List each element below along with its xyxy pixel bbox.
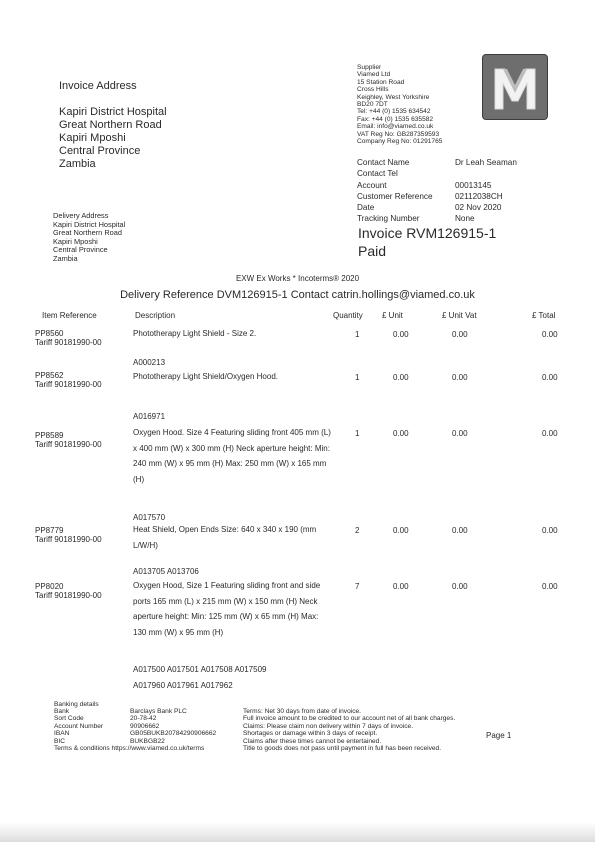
contact-value: 00013145 bbox=[455, 180, 492, 190]
item-quantity: 1 bbox=[355, 373, 360, 382]
terms-line: Terms: Net 30 days from date of invoice. bbox=[243, 708, 362, 715]
item-tariff: Tariff 90181990-00 bbox=[35, 439, 102, 449]
item-unit: 0.00 bbox=[393, 373, 409, 382]
supplier-line: VAT Reg No: GB287359593 bbox=[357, 130, 440, 138]
item-description: Oxygen Hood, Size 1 Featuring sliding front and side ports 165 mm (L) x 215 mm (W) x 150 mm (H) Neck aperture height: Min: 125 mm (W) x 65 mm (H) Max: 130 mm (W) x 95 mm (H) bbox=[133, 581, 321, 637]
item-quantity: 7 bbox=[355, 582, 360, 591]
banking-value: GB05BUKB20784290906662 bbox=[130, 730, 217, 738]
header-unit: £ Unit bbox=[382, 311, 403, 320]
item-serials: A016971 bbox=[133, 412, 166, 421]
invoice-address-line: Central Province bbox=[59, 145, 141, 157]
item-serials: A013705 A013706 bbox=[133, 567, 199, 576]
item-serials: A000213 bbox=[133, 358, 166, 367]
delivery-address-line: Zambia bbox=[53, 253, 78, 263]
header-total: £ Total bbox=[532, 311, 556, 320]
supplier-line: Fax: +44 (0) 1535 635582 bbox=[357, 115, 434, 123]
contact-value: Dr Leah Seaman bbox=[455, 158, 517, 167]
terms-link[interactable]: Terms & conditions https://www.viamed.co.uk/terms bbox=[54, 745, 205, 753]
item-unit-vat: 0.00 bbox=[452, 582, 468, 591]
terms-line: Full invoice amount to be credited to our account net of all bank charges. bbox=[243, 715, 456, 723]
invoice-address-title: Invoice Address bbox=[59, 80, 137, 92]
contact-row bbox=[357, 202, 517, 213]
item-total: 0.00 bbox=[542, 429, 558, 438]
contact-label: Tracking Number bbox=[357, 214, 420, 224]
page-bottom-shadow bbox=[0, 822, 595, 842]
delivery-address-line: Delivery Address bbox=[53, 211, 109, 220]
item-total: 0.00 bbox=[542, 582, 558, 591]
item-description: Phototherapy Light Shield - Size 2. bbox=[133, 329, 257, 338]
item-unit: 0.00 bbox=[393, 526, 409, 535]
item-serials: A017500 A017501 A017508 A017509 A017960 A017961 A017962 bbox=[133, 665, 267, 690]
item-total: 0.00 bbox=[542, 526, 558, 535]
header-quantity: Quantity bbox=[333, 311, 363, 320]
contact-label: Date bbox=[357, 203, 375, 213]
contact-row bbox=[357, 213, 517, 224]
delivery-address bbox=[53, 212, 125, 263]
header-description: Description bbox=[135, 311, 176, 320]
contact-label: Account bbox=[357, 180, 387, 190]
item-description: Phototherapy Light Shield/Oxygen Hood. bbox=[133, 372, 278, 381]
item-serials: A017570 bbox=[133, 513, 166, 522]
item-unit-vat: 0.00 bbox=[452, 373, 468, 382]
terms-line: Title to goods does not pass until payment in full has been received. bbox=[243, 745, 442, 753]
supplier-line: 15 Station Road bbox=[357, 78, 405, 86]
payment-terms bbox=[243, 708, 455, 752]
header-unit-vat: £ Unit Vat bbox=[442, 311, 477, 320]
item-tariff: Tariff 90181990-00 bbox=[35, 590, 102, 600]
banking-label: Sort Code bbox=[54, 715, 84, 723]
item-unit: 0.00 bbox=[393, 330, 409, 339]
supplier-line: Cross Hills bbox=[357, 86, 389, 94]
contact-value: 02112038CH bbox=[455, 191, 503, 201]
viamed-logo-icon bbox=[482, 54, 548, 120]
item-quantity: 1 bbox=[355, 429, 360, 438]
banking-value: 90906662 bbox=[130, 722, 160, 730]
item-unit: 0.00 bbox=[393, 429, 409, 438]
table-row-ref bbox=[35, 330, 102, 347]
delivery-reference: Delivery Reference DVM126915-1 Contact catrin.hollings@viamed.co.uk bbox=[120, 289, 475, 301]
item-description: Oxygen Hood. Size 4 Featuring sliding front 405 mm (L) x 400 mm (W) x 300 mm (H) Neck aperture height: Min: 240 mm (W) x 95 mm (H) Max: 250 mm (W) x 165 mm (H) bbox=[133, 428, 331, 484]
table-row-ref bbox=[35, 583, 102, 600]
supplier-line: Viamed Ltd bbox=[357, 71, 391, 79]
item-total: 0.00 bbox=[542, 330, 558, 339]
item-tariff: Tariff 90181990-00 bbox=[35, 379, 102, 389]
banking-details-title: Banking details bbox=[54, 701, 99, 708]
item-reference: PP8589 bbox=[35, 431, 64, 440]
contact-label: Customer Reference bbox=[357, 191, 433, 201]
banking-value: BUKBGB22 bbox=[130, 737, 165, 745]
payment-status: Paid bbox=[358, 243, 387, 259]
contact-row bbox=[357, 168, 517, 179]
page-number: Page 1 bbox=[486, 731, 512, 740]
banking-values bbox=[130, 708, 216, 745]
supplier-line: Tel: +44 (0) 1535 634542 bbox=[357, 108, 431, 116]
supplier-line: BD20 7DT bbox=[357, 101, 388, 109]
contact-label: Contact Name bbox=[357, 158, 410, 167]
invoice-address-line: Zambia bbox=[59, 158, 96, 170]
item-unit-vat: 0.00 bbox=[452, 526, 468, 535]
item-reference: PP8562 bbox=[35, 371, 64, 380]
delivery-address-line: Kapiri Mposhi bbox=[53, 236, 98, 246]
delivery-address-line: Great Northern Road bbox=[53, 228, 123, 237]
terms-line: Claims after these times cannot be entertained. bbox=[243, 737, 382, 745]
item-reference: PP8020 bbox=[35, 582, 64, 591]
contact-row bbox=[357, 180, 517, 191]
item-tariff: Tariff 90181990-00 bbox=[35, 534, 102, 544]
item-quantity: 2 bbox=[355, 526, 360, 535]
invoice-address-line: Kapiri Mposhi bbox=[59, 132, 126, 144]
contact-row bbox=[357, 191, 517, 202]
incoterms: EXW Ex Works * Incoterms® 2020 bbox=[235, 274, 360, 283]
supplier-line: Email: info@viamed.co.uk bbox=[357, 123, 434, 131]
item-description: Heat Shield, Open Ends Size: 640 x 340 x 190 (mm L/W/H) bbox=[133, 525, 317, 550]
supplier-line: Supplier bbox=[357, 64, 382, 71]
invoice-address bbox=[59, 106, 167, 171]
item-reference: PP8779 bbox=[35, 526, 64, 535]
item-unit: 0.00 bbox=[393, 582, 409, 591]
terms-line: Shortages or damage within 3 days of receipt. bbox=[243, 730, 378, 738]
table-row-ref bbox=[35, 527, 102, 544]
banking-value: 20-78-42 bbox=[130, 715, 157, 723]
item-quantity: 1 bbox=[355, 330, 360, 339]
invoice-address-line: Kapiri District Hospital bbox=[59, 106, 167, 118]
item-tariff: Tariff 90181990-00 bbox=[35, 337, 102, 347]
invoice-address-line: Great Northern Road bbox=[59, 119, 162, 131]
item-unit-vat: 0.00 bbox=[452, 330, 468, 339]
item-total: 0.00 bbox=[542, 373, 558, 382]
contact-value: None bbox=[455, 214, 475, 224]
delivery-address-line: Central Province bbox=[53, 245, 108, 254]
table-row-ref bbox=[35, 432, 102, 449]
contact-value: 02 Nov 2020 bbox=[455, 203, 502, 213]
item-unit-vat: 0.00 bbox=[452, 429, 468, 438]
banking-label: Bank bbox=[54, 708, 70, 715]
terms-line: Claims: Please claim non delivery within 7 days of invoice. bbox=[243, 722, 414, 730]
supplier-line: Keighley, West Yorkshire bbox=[357, 93, 430, 101]
contact-details bbox=[357, 157, 517, 225]
contact-label: Contact Tel bbox=[357, 169, 398, 179]
header-item-reference: Item Reference bbox=[42, 311, 97, 320]
invoice-number-title: Invoice RVM126915-1 bbox=[358, 225, 497, 241]
supplier-line: Company Reg No: 01291765 bbox=[357, 138, 443, 146]
delivery-address-line: Kapiri District Hospital bbox=[53, 219, 126, 229]
banking-label: BIC bbox=[54, 737, 65, 745]
item-reference: PP8560 bbox=[35, 329, 64, 338]
table-row-ref bbox=[35, 372, 102, 389]
contact-row bbox=[357, 157, 517, 168]
banking-label: Account Number bbox=[54, 722, 104, 730]
banking-label: IBAN bbox=[54, 730, 70, 738]
banking-value: Barclays Bank PLC bbox=[130, 708, 187, 715]
supplier-details bbox=[357, 64, 442, 145]
